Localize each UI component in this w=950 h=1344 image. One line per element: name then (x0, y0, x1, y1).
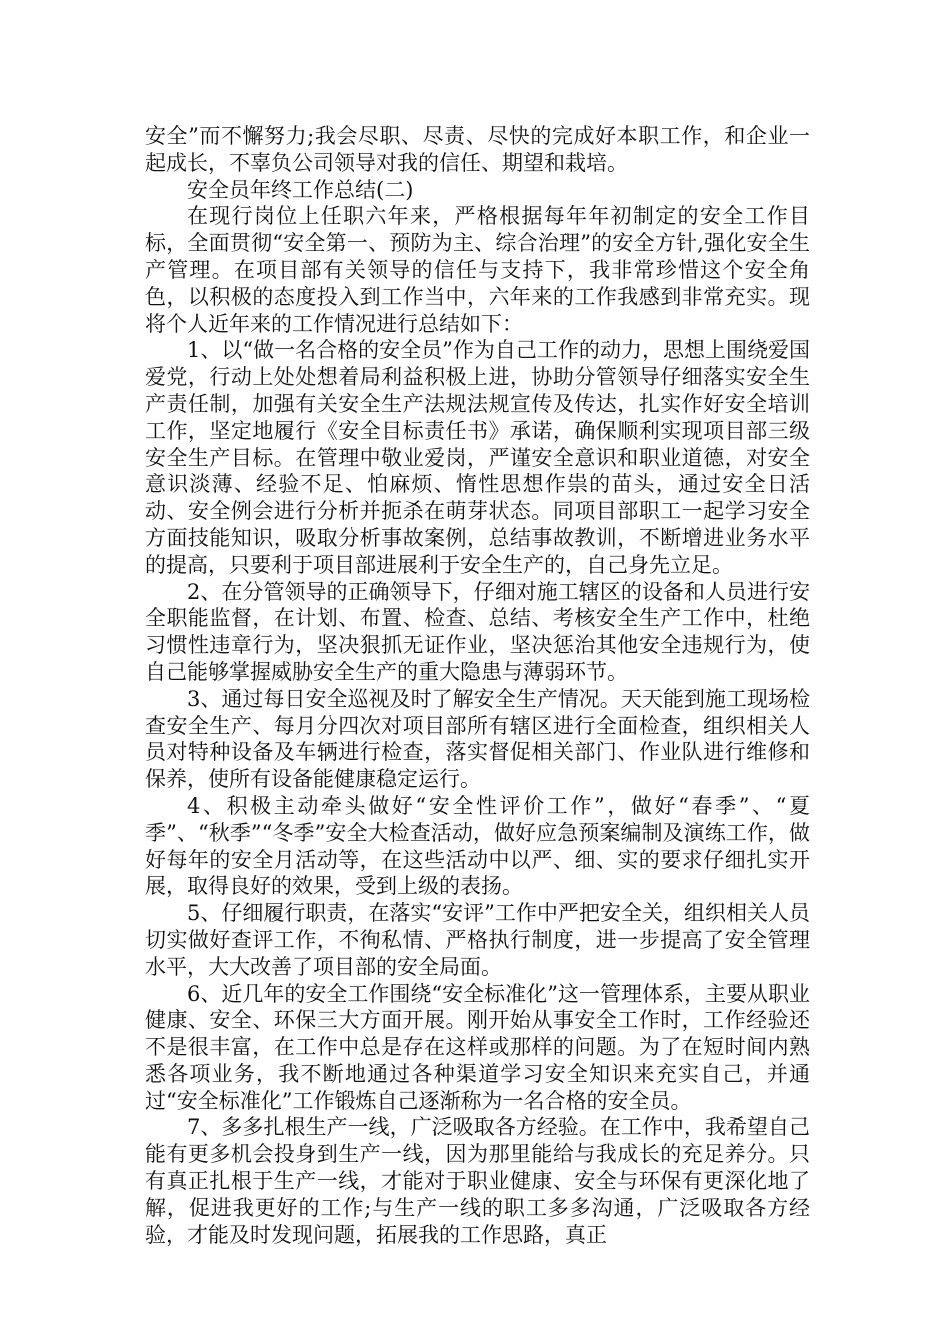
paragraph-intro: 在现行岗位上任职六年来，严格根据每年年初制定的安全工作目标，全面贯彻“安全第一、预防为主、综合治理”的安全方针,强化安全生产管理。在项目部有关领导的信任与支持下，我非常珍惜这个安全角色，以积极的态度投入到工作当中，六年来的工作我感到非常充实。现将个人近年来的工作情况进行总结如下： (145, 204, 810, 336)
paragraph-item-2: 2、在分管领导的正确领导下，仔细对施工辖区的设备和人员进行安全职能监督，在计划、布置、检查、总结、考核安全生产工作中，杜绝习惯性违章行为，坚决狠抓无证作业，坚决惩治其他安全违规行为，使自己能够掌握威胁安全生产的重大隐患与薄弱环节。 (145, 579, 810, 684)
paragraph-item-4: 4、积极主动牵头做好“安全性评价工作”，做好“春季”、“夏季”、“秋季”“冬季”安全大检查活动，做好应急预案编制及演练工作，做好每年的安全月活动等，在这些活动中以严、细、实的要求仔细扎实开展，取得良好的效果，受到上级的表扬。 (145, 793, 810, 899)
section-heading: 安全员年终工作总结(二) (187, 177, 414, 202)
paragraph-item-7: 7、多多扎根生产一线，广泛吸取各方经验。在工作中，我希望自己能有更多机会投身到生产一线，因为那里能给与我成长的充足养分。只有真正扎根于生产一线，才能对于职业健康、安全与环保有更深化地了解，促进我更好的工作;与生产一线的职工多多沟通，广泛吸取各方经验，才能及时发现问题，拓展我的工作思路，真正 (145, 1115, 810, 1247)
paragraph-item-5: 5、仔细履行职责，在落实“安评”工作中严把安全关，组织相关人员切实做好查评工作，不徇私情、严格执行制度，进一步提高了安全管理水平，大大改善了项目部的安全局面。 (145, 901, 810, 979)
paragraph-item-6: 6、近几年的安全工作围绕“安全标准化”这一管理体系，主要从职业健康、安全、环保三大方面开展。刚开始从事安全工作时，工作经验还不是很丰富，在工作中总是存在这样或那样的问题。为了在短时间内熟悉各项业务，我不断地通过各种渠道学习安全知识来充实自己，并通过“安全标准化”工作锻炼自己逐渐称为一名合格的安全员。 (145, 981, 810, 1113)
paragraph-item-3: 3、通过每日安全巡视及时了解安全生产情况。天天能到施工现场检查安全生产、每月分四次对项目部所有辖区进行全面检查，组织相关人员对特种设备及车辆进行检查，落实督促相关部门、作业队进行维修和保养，使所有设备能健康稳定运行。 (145, 686, 810, 792)
paragraph-item-1: 1、以“做一名合格的安全员”作为自己工作的动力，思想上围绕爱国爱党，行动上处处想着局利益积极上进，协助分管领导仔细落实安全生产责任制，加强有关安全生产法规法规宣传及传达，扎实作好安全培训工作，坚定地履行《安全目标责任书》承诺，确保顺利实现项目部三级安全生产目标。在管理中敬业爱岗，严谨安全意识和职业道德，对安全意识淡薄、经验不足、怕麻烦、惰性思想作祟的苗头，通过安全日活动、安全例会进行分析并扼杀在萌芽状态。同项目部职工一起学习安全方面技能知识，吸取分析事故案例，总结事故教训，不断增进业务水平的提高，只要利于项目部进展利于安全生产的，自己身先立足。 (145, 338, 810, 577)
paragraph-continuation: 安全”而不懈努力;我会尽职、尽责、尽快的完成好本职工作，和企业一起成长，不辜负公司领导对我的信任、期望和栽培。 (145, 124, 810, 175)
document-page (145, 123, 810, 1248)
